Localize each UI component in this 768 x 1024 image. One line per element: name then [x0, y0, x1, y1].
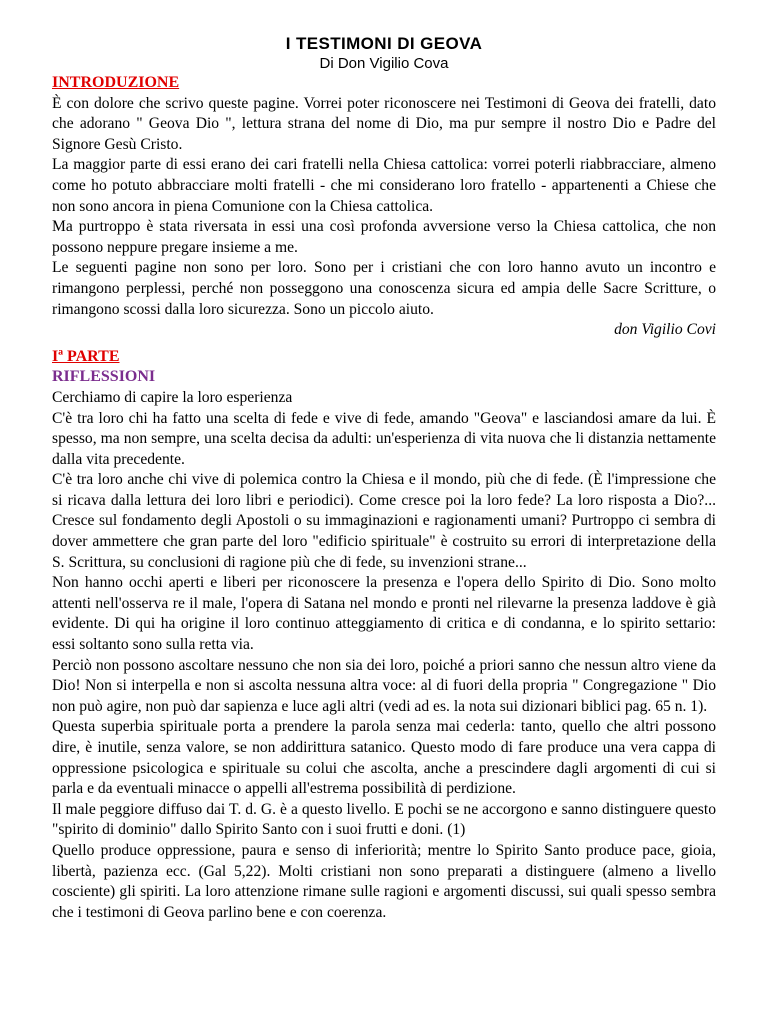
part1-paragraph: Cerchiamo di capire la loro esperienza: [52, 388, 293, 406]
section-heading-parte-1: Iª PARTE: [52, 347, 120, 365]
part1-paragraph: Quello produce oppressione, paura e senso di inferiorità; mentre lo Spirito Santo produce pace, gioia, libertà, pazienza ecc. (Gal 5,22). Molti cristiani non sono preparati a distinguere (almeno a livello cosciente) gli spiriti. La loro attenzione rimane sulle ragioni e argomenti discussi, sui quali spesso sembra che i testimoni di Geova parlino bene e con coerenza.: [52, 841, 716, 921]
part1-paragraph: C'è tra loro chi ha fatto una scelta di fede e vive di fede, amando "Geova" e lasciandosi amare da lui. È spesso, ma non sempre, una scelta decisa da adulti: un'esperienza di vita nuova che li distanzia nettamente dalla vita precedente.: [52, 409, 716, 468]
part1-paragraph: Perciò non possono ascoltare nessuno che non sia dei loro, poiché a priori sanno che nessun altro viene da Dio! Non si interpella e non si ascolta nessuna altra voce: al di fuori della propria " Congregazione " Dio non può agire, non può dar sapienza e luce agli altri (vedi ad es. la nota sui dizionari biblici pag. 65 n. 1).: [52, 656, 716, 715]
part1-paragraph: Questa superbia spirituale porta a prendere la parola senza mai cederla: tanto, quello che altri possono dire, è inutile, senza valore, se non addirittura satanico. Questo modo di fare produce una vera cappa di oppressione psicologica e spirituale su colui che ascolta, anche a prescindere dagli argomenti di cui si parla e da eventuali minacce o appelli all'estrema possibilità di perdizione.: [52, 718, 716, 798]
section-heading-introduzione: INTRODUZIONE: [52, 74, 180, 91]
document-subtitle: Di Don Vigilio Cova: [319, 55, 449, 72]
part1-paragraph: Non hanno occhi aperti e liberi per riconoscere la presenza e l'opera dello Spirito di Dio. Sono molto attenti nell'osserva re il male, l'opera di Satana nel mondo e pronti nel rilevarne la presenza laddove è già evidente. Di qui ha origine il loro continuo atteggiamento di critica e di condanna, e lo spirito settario: essi soltanto sono sulla retta via.: [52, 574, 716, 654]
part1-paragraph: Il male peggiore diffuso dai T. d. G. è a questo livello. E pochi se ne accorgono e sanno distinguere questo "spirito di dominio" dallo Spirito Santo con i suoi frutti e doni. (1): [52, 800, 716, 839]
document-body: [52, 73, 716, 923]
document-title: I TESTIMONI DI GEOVA: [285, 34, 483, 53]
intro-paragraph: La maggior parte di essi erano dei cari fratelli nella Chiesa cattolica: vorrei poterli riabbracciare, almeno come ho potuto abbracciare molti fratelli - che mi considerano loro fratello - appartenenti a Chiese che non sono ancora in piena Comunione con la Chiesa cattolica.: [52, 156, 716, 215]
author-signature: don Vigilio Covi: [614, 321, 716, 339]
part1-paragraph: C'è tra loro anche chi vive di polemica contro la Chiesa e il mondo, più che di fede. (È l'impressione che si ricava dalla lettura dei loro libri e periodici). Come cresce poi la loro fede? La loro risposta a Dio?... Cresce sul fondamento degli Apostoli o su immaginazioni e ragionamenti umani? Purtroppo ci sembra di dover ammettere che gran parte del loro "edificio spirituale" è costruito su errori di interpretazione della S. Scrittura, su conclusioni di ragione più che di fede, su invenzioni strane...: [52, 471, 716, 571]
intro-paragraph: Le seguenti pagine non sono per loro. Sono per i cristiani che con loro hanno avuto un incontro e rimangono perplessi, perché non posseggono una conoscenza sicura ed ampia delle Sacre Scritture, o rimangono scossi dalla loro sicurezza. Sono un piccolo aiuto.: [52, 259, 716, 318]
intro-paragraph: È con dolore che scrivo queste pagine. Vorrei poter riconoscere nei Testimoni di Geova dei fratelli, dato che adorano " Geova Dio ", lettura strana del nome di Dio, ma pur sempre il nostro Dio e Padre del Signore Gesù Cristo.: [52, 94, 716, 153]
intro-paragraph: Ma purtroppo è stata riversata in essi una così profonda avversione verso la Chiesa cattolica, che non possono neppure pregare insieme a me.: [52, 218, 716, 256]
section-subheading-riflessioni: RIFLESSIONI: [52, 368, 156, 386]
